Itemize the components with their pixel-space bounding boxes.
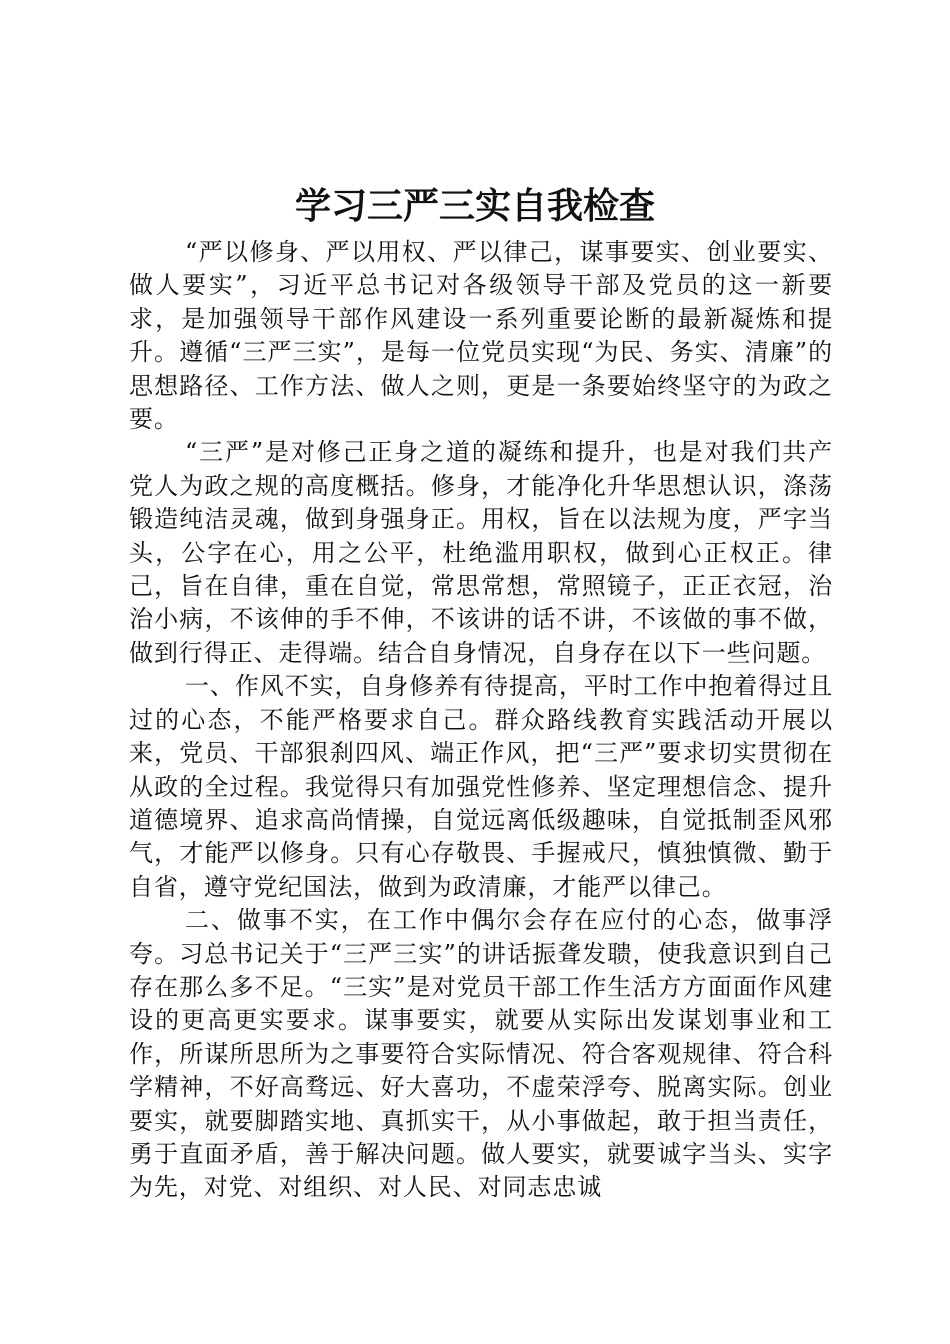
paragraph-three-strict: “三严”是对修己正身之道的凝练和提升，也是对我们共产党人为政之规的高度概括。修身，才能净化升华思想认识，涤荡锻造纯洁灵魂，做到身强身正。用权，旨在以法规为度，严字当头，公字在心，用之公平，杜绝滥用职权，做到心正权正。律己，旨在自律，重在自觉，常思常想，常照镜子，正正衣冠，治治小病，不该伸的手不伸，不该讲的话不讲，不该做的事不做，做到行得正、走得端。结合自身情况，自身存在以下一些问题。 (129, 438, 833, 667)
paragraph-problem-two: 二、做事不实，在工作中偶尔会存在应付的心态，做事浮夸。习总书记关于“三严三实”的讲话振聋发聩，使我意识到自己存在那么多不足。“三实”是对党员干部工作生活方方面面作风建设的更高更实要求。谋事要实，就要从实际出发谋划事业和工作，所谋所思所为之事要符合实际情况、符合客观规律、符合科学精神，不好高骛远、好大喜功，不虚荣浮夸、脱离实际。创业要实，就要脚踏实地、真抓实干，从小事做起，敢于担当责任，勇于直面矛盾，善于解决问题。做人要实，就要诚字当头、实字为先，对党、对组织、对人民、对同志忠诚 (129, 906, 833, 1202)
paragraph-intro: “严以修身、严以用权、严以律己，谋事要实、创业要实、做人要实”，习近平总书记对各级领导干部及党员的这一新要求，是加强领导干部作风建设一系列重要论断的最新凝炼和提升。遵循“三严三实”，是每一位党员实现“为民、务实、清廉”的思想路径、工作方法、做人之则，更是一条要始终坚守的为政之要。 (129, 238, 833, 434)
paragraph-problem-one: 一、作风不实，自身修养有待提高，平时工作中抱着得过且过的心态，不能严格要求自己。群众路线教育实践活动开展以来，党员、干部狠刹四风、端正作风，把“三严”要求切实贯彻在从政的全过程。我觉得只有加强党性修养、坚定理想信念、提升道德境界、追求高尚情操，自觉远离低级趣味，自觉抵制歪风邪气，才能严以修身。只有心存敬畏、手握戒尺，慎独慎微、勤于自省，遵守党纪国法，做到为政清廉，才能严以律己。 (129, 672, 833, 901)
document-body (129, 236, 833, 1205)
document-title: 学习三严三实自我检查 (294, 186, 655, 227)
